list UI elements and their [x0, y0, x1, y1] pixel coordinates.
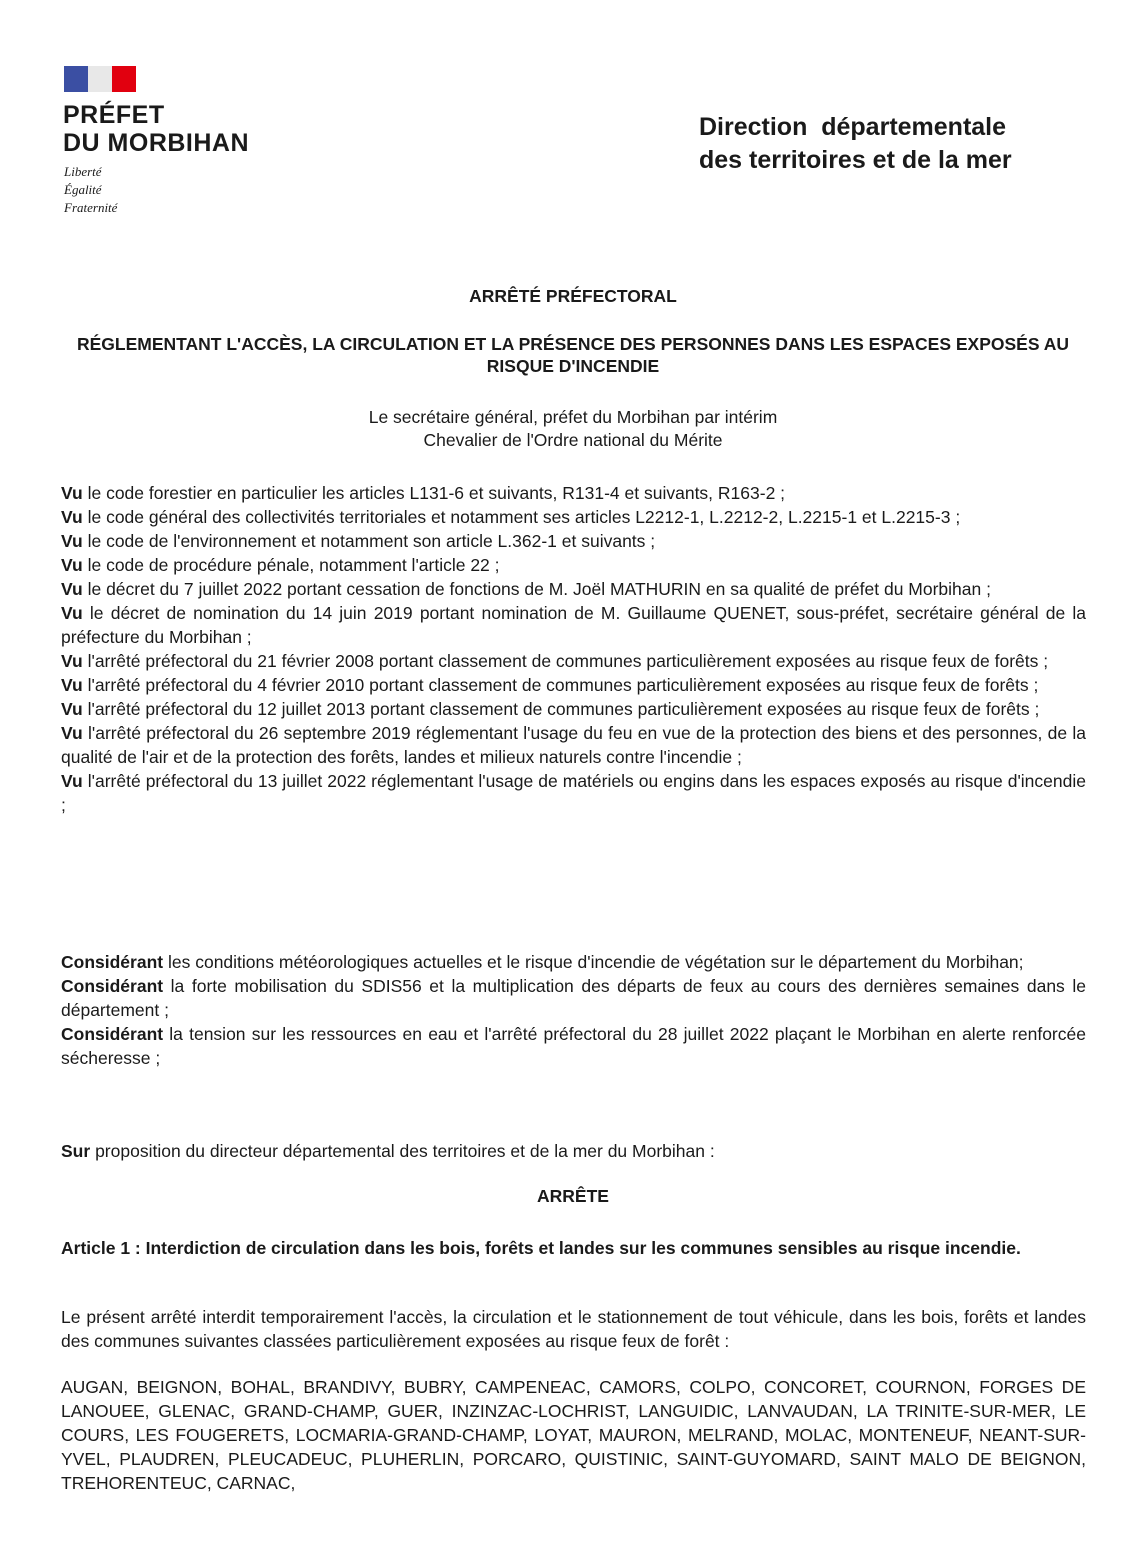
vu-text: le décret de nomination du 14 juin 2019 portant nomination de M. Guillaume QUENET, sous-préfet, secrétaire général de la préfecture du Morbihan ; — [61, 603, 1086, 647]
document-subtitle: RÉGLEMENTANT L'ACCÈS, LA CIRCULATION ET LA PRÉSENCE DES PERSONNES DANS LES ESPACES EXPOSÉS AU RISQUE D'INCENDIE — [76, 334, 1070, 376]
direction-line-1: Direction départementale — [699, 113, 1007, 141]
considerant-text: la tension sur les ressources en eau et l'arrêté préfectoral du 28 juillet 2022 plaçant le Morbihan en alerte renforcée sécheresse ; — [61, 1024, 1086, 1068]
vu-keyword: Vu — [61, 771, 83, 791]
vu-keyword: Vu — [61, 507, 83, 527]
article-1-body: Le présent arrêté interdit temporairement l'accès, la circulation et le stationnement de tout véhicule, dans les bois, forêts et landes des communes suivantes classées particulièrement exposées au risque feux de forêt : — [61, 1307, 1086, 1351]
devise-egalite: Égalité — [64, 182, 102, 197]
signatory-line-1: Le secrétaire général, préfet du Morbihan par intérim — [368, 407, 778, 427]
direction-line-2: des territoires et de la mer — [699, 146, 1012, 174]
prefet-title — [63, 101, 249, 157]
republique-francaise-logo — [64, 66, 136, 92]
prefet-line-1: PRÉFET — [63, 101, 165, 129]
signatory-line-2: Chevalier de l'Ordre national du Mérite — [423, 430, 723, 450]
considerant-text: la forte mobilisation du SDIS56 et la multiplication des départs de feux au cours des dernières semaines dans le département ; — [61, 976, 1086, 1020]
considerant-item — [61, 1022, 1086, 1070]
vu-item — [61, 553, 1086, 577]
sur-proposition — [61, 1141, 715, 1162]
considerant-keyword: Considérant — [61, 1024, 164, 1044]
vu-keyword: Vu — [61, 723, 83, 743]
vu-text: l'arrêté préfectoral du 4 février 2010 portant classement de communes particulièrement exposées au risque feux de forêts ; — [87, 675, 1039, 695]
vu-item — [61, 649, 1086, 673]
vu-keyword: Vu — [61, 675, 83, 695]
considerant-keyword: Considérant — [61, 976, 164, 996]
document-title: ARRÊTÉ PRÉFECTORAL — [469, 286, 677, 306]
sur-keyword: Sur — [61, 1141, 91, 1161]
vu-keyword: Vu — [61, 531, 83, 551]
considerant-text: les conditions météorologiques actuelles et le risque d'incendie de végétation sur le département du Morbihan; — [167, 952, 1024, 972]
vu-item — [61, 721, 1086, 769]
vu-keyword: Vu — [61, 483, 83, 503]
vu-list — [61, 481, 1086, 817]
devise-fraternite: Fraternité — [64, 200, 118, 215]
considerant-list — [61, 950, 1086, 1070]
vu-text: le code de l'environnement et notamment son article L.362-1 et suivants ; — [87, 531, 656, 551]
vu-keyword: Vu — [61, 603, 83, 623]
flag-blue-band — [64, 66, 88, 92]
devise-liberte: Liberté — [64, 164, 102, 179]
article-1-title: Article 1 : Interdiction de circulation dans les bois, forêts et landes sur les communes sensibles au risque incendie. — [61, 1238, 1021, 1258]
vu-keyword: Vu — [61, 699, 83, 719]
vu-item — [61, 601, 1086, 649]
devise — [64, 163, 117, 217]
vu-item — [61, 769, 1086, 817]
sur-text: proposition du directeur départemental des territoires et de la mer du Morbihan : — [95, 1141, 715, 1161]
vu-text: l'arrêté préfectoral du 21 février 2008 portant classement de communes particulièrement exposées au risque feux de forêts ; — [87, 651, 1049, 671]
vu-text: le code général des collectivités territoriales et notamment ses articles L2212-1, L.2212-2, L.2215-1 et L.2215-3 ; — [87, 507, 961, 527]
vu-text: l'arrêté préfectoral du 26 septembre 2019 réglementant l'usage du feu en vue de la protection des biens et des personnes, de la qualité de l'air et de la protection des forêts, landes et milieux naturels contre l'incendie ; — [61, 723, 1086, 767]
considerant-item — [61, 950, 1086, 974]
considerant-item — [61, 974, 1086, 1022]
vu-text: l'arrêté préfectoral du 12 juillet 2013 portant classement de communes particulièrement exposées au risque feux de forêts ; — [87, 699, 1040, 719]
direction-title — [699, 111, 1012, 177]
vu-item — [61, 673, 1086, 697]
vu-text: le code de procédure pénale, notamment l'article 22 ; — [87, 555, 500, 575]
arrete-heading: ARRÊTE — [537, 1186, 609, 1206]
vu-text: le code forestier en particulier les articles L131-6 et suivants, R131-4 et suivants, R163-2 ; — [87, 483, 786, 503]
vu-item — [61, 697, 1086, 721]
considerant-keyword: Considérant — [61, 952, 164, 972]
vu-item — [61, 505, 1086, 529]
vu-keyword: Vu — [61, 555, 83, 575]
signatory — [0, 406, 1146, 452]
vu-item — [61, 481, 1086, 505]
flag-red-band — [112, 66, 136, 92]
flag-white-band — [88, 66, 112, 92]
prefet-line-2: DU MORBIHAN — [63, 129, 250, 157]
vu-text: le décret du 7 juillet 2022 portant cessation de fonctions de M. Joël MATHURIN en sa qualité de préfet du Morbihan ; — [87, 579, 991, 599]
vu-keyword: Vu — [61, 651, 83, 671]
vu-item — [61, 529, 1086, 553]
vu-keyword: Vu — [61, 579, 83, 599]
vu-item — [61, 577, 1086, 601]
communes-list: AUGAN, BEIGNON, BOHAL, BRANDIVY, BUBRY, CAMPENEAC, CAMORS, COLPO, CONCORET, COURNON, FORGES DE LANOUEE, GLENAC, GRAND-CHAMP, GUER, INZINZAC-LOCHRIST, LANGUIDIC, LANVAUDAN, LA TRINITE-SUR-MER, LE COURS, LES FOUGERETS, LOCMARIA-GRAND-CHAMP, LOYAT, MAURON, MELRAND, MOLAC, MONTENEUF, NEANT-SUR-YVEL, PLAUDREN, PLEUCADEUC, PLUHERLIN, PORCARO, QUISTINIC, SAINT-GUYOMARD, SAINT MALO DE BEIGNON, TREHORENTEUC, CARNAC, — [61, 1377, 1086, 1493]
vu-text: l'arrêté préfectoral du 13 juillet 2022 réglementant l'usage de matériels ou engins dans les espaces exposés au risque d'incendie ; — [61, 771, 1086, 815]
